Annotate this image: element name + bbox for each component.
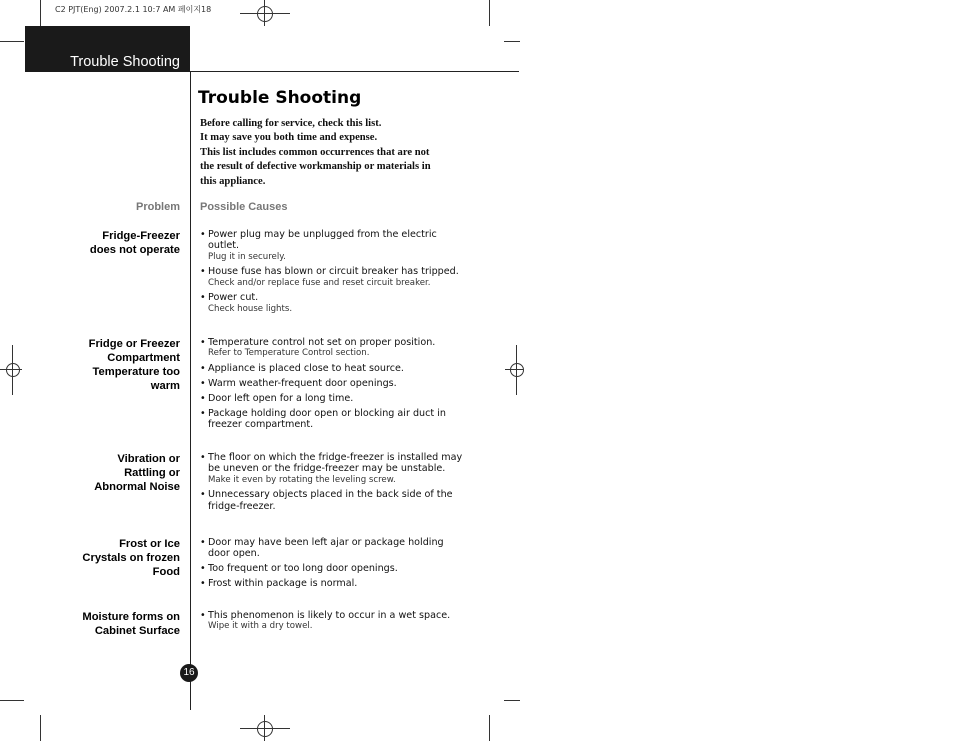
intro-line: the result of defective workmanship or materials in bbox=[200, 161, 431, 173]
bullet-icon: • bbox=[200, 393, 206, 404]
crop-mark bbox=[504, 41, 520, 42]
cause-text: Door left open for a long time. bbox=[208, 393, 354, 404]
cause-text: Temperature control not set on proper position. bbox=[208, 337, 436, 348]
crop-mark bbox=[504, 700, 520, 701]
problem-line: Vibration or bbox=[117, 453, 180, 465]
bullet-icon: • bbox=[200, 578, 206, 590]
cause-item bbox=[200, 408, 465, 431]
causes-list bbox=[200, 229, 465, 318]
cause-item bbox=[200, 363, 465, 374]
cause-text: Appliance is placed close to heat source. bbox=[208, 363, 404, 374]
cause-item bbox=[200, 610, 465, 632]
problem-line: Frost or Ice bbox=[119, 538, 180, 550]
problem-line: Rattling or bbox=[124, 467, 180, 479]
causes-list bbox=[200, 610, 465, 636]
problem-label bbox=[40, 452, 180, 494]
bullet-icon: • bbox=[200, 408, 206, 419]
page-title: Trouble Shooting bbox=[198, 88, 362, 108]
cause-item bbox=[200, 266, 465, 288]
registration-crosshair bbox=[505, 369, 523, 370]
registration-crosshair bbox=[0, 369, 22, 370]
crop-mark bbox=[40, 0, 41, 26]
problem-line: Abnormal Noise bbox=[94, 481, 180, 493]
bullet-icon: • bbox=[200, 378, 206, 389]
cause-text: This phenomenon is likely to occur in a wet space. bbox=[208, 610, 451, 621]
print-metadata: C2 PJT(Eng) 2007.2.1 10:7 AM 페이지18 bbox=[55, 5, 212, 14]
crop-mark bbox=[0, 41, 24, 42]
bullet-icon: • bbox=[200, 563, 206, 575]
problem-label bbox=[40, 610, 180, 638]
cause-item bbox=[200, 292, 465, 314]
cause-remedy: Make it even by rotating the leveling screw. bbox=[208, 474, 396, 485]
problem-line: Food bbox=[152, 566, 180, 578]
registration-crosshair bbox=[240, 728, 290, 729]
cause-remedy: Plug it in securely. bbox=[208, 251, 286, 262]
cause-item bbox=[200, 578, 465, 589]
causes-list bbox=[200, 452, 465, 516]
problem-line: Moisture forms on bbox=[82, 611, 180, 623]
registration-crosshair bbox=[264, 0, 265, 26]
registration-mark-icon bbox=[6, 363, 20, 377]
causes-list bbox=[200, 537, 465, 593]
intro-line: It may save you both time and expense. bbox=[200, 132, 378, 144]
cause-text: The floor on which the fridge-freezer is installed may be uneven or the fridge-freezer may be unstable. bbox=[208, 452, 463, 475]
bullet-icon: • bbox=[200, 266, 206, 278]
problem-label bbox=[40, 229, 180, 257]
bullet-icon: • bbox=[200, 337, 206, 348]
registration-mark-icon bbox=[510, 363, 524, 377]
bullet-icon: • bbox=[200, 229, 206, 240]
problem-line: Cabinet Surface bbox=[94, 625, 180, 637]
cause-text: Door may have been left ajar or package holding door open. bbox=[208, 537, 444, 560]
intro-line: This list includes common occurrences that are not bbox=[200, 146, 430, 158]
registration-mark-icon bbox=[257, 6, 273, 22]
crop-mark bbox=[489, 0, 490, 26]
cause-item bbox=[200, 229, 465, 263]
section-header-title: Trouble Shooting bbox=[70, 54, 180, 70]
registration-mark-icon bbox=[257, 721, 273, 737]
cause-text: Warm weather-frequent door openings. bbox=[208, 378, 397, 389]
cause-text: House fuse has blown or circuit breaker has tripped. bbox=[208, 266, 459, 278]
problem-label bbox=[40, 537, 180, 579]
cause-text: Power cut. bbox=[208, 292, 259, 304]
bullet-icon: • bbox=[200, 452, 206, 463]
bullet-icon: • bbox=[200, 489, 206, 501]
crop-mark bbox=[40, 715, 41, 741]
intro-line: Before calling for service, check this list. bbox=[200, 118, 382, 129]
bullet-icon: • bbox=[200, 363, 206, 374]
cause-remedy: Check and/or replace fuse and reset circuit breaker. bbox=[208, 277, 431, 288]
cause-text: Frost within package is normal. bbox=[208, 578, 358, 590]
cause-remedy: Refer to Temperature Control section. bbox=[208, 348, 370, 359]
crop-mark bbox=[0, 700, 24, 701]
column-divider bbox=[190, 72, 191, 710]
cause-item bbox=[200, 563, 465, 574]
cause-remedy: Wipe it with a dry towel. bbox=[208, 621, 313, 632]
problem-line: Crystals on frozen bbox=[82, 552, 180, 564]
registration-crosshair bbox=[516, 345, 517, 395]
cause-text: Power plug may be unplugged from the electric outlet. bbox=[208, 229, 437, 252]
cause-item bbox=[200, 537, 465, 560]
header-rule bbox=[190, 71, 519, 72]
registration-crosshair bbox=[240, 13, 290, 14]
problem-line: Fridge-Freezer bbox=[102, 230, 180, 242]
cause-item bbox=[200, 393, 465, 404]
cause-remedy: Check house lights. bbox=[208, 303, 293, 314]
causes-list bbox=[200, 337, 465, 434]
problem-line: Fridge or Freezer bbox=[88, 338, 180, 350]
causes-column-header: Possible Causes bbox=[200, 201, 288, 213]
cause-text: Too frequent or too long door openings. bbox=[208, 563, 398, 575]
bullet-icon: • bbox=[200, 537, 206, 548]
intro-text bbox=[200, 117, 470, 189]
cause-item bbox=[200, 378, 465, 389]
problem-line: warm bbox=[150, 380, 180, 392]
bullet-icon: • bbox=[200, 292, 206, 304]
bullet-icon: • bbox=[200, 610, 206, 621]
intro-line: this appliance. bbox=[200, 175, 266, 187]
problem-column-header: Problem bbox=[135, 201, 180, 213]
registration-crosshair bbox=[264, 715, 265, 741]
page-number: 16 bbox=[180, 664, 198, 682]
problem-label bbox=[40, 337, 180, 393]
cause-text: Package holding door open or blocking air duct in freezer compartment. bbox=[208, 408, 446, 431]
cause-item bbox=[200, 452, 465, 486]
problem-line: does not operate bbox=[89, 244, 180, 256]
problem-line: Temperature too bbox=[92, 366, 180, 378]
cause-text: Unnecessary objects placed in the back side of the fridge-freezer. bbox=[208, 489, 453, 512]
cause-item bbox=[200, 337, 465, 359]
registration-crosshair bbox=[12, 345, 13, 395]
problem-line: Compartment bbox=[107, 352, 180, 364]
crop-mark bbox=[489, 715, 490, 741]
cause-item bbox=[200, 489, 465, 512]
